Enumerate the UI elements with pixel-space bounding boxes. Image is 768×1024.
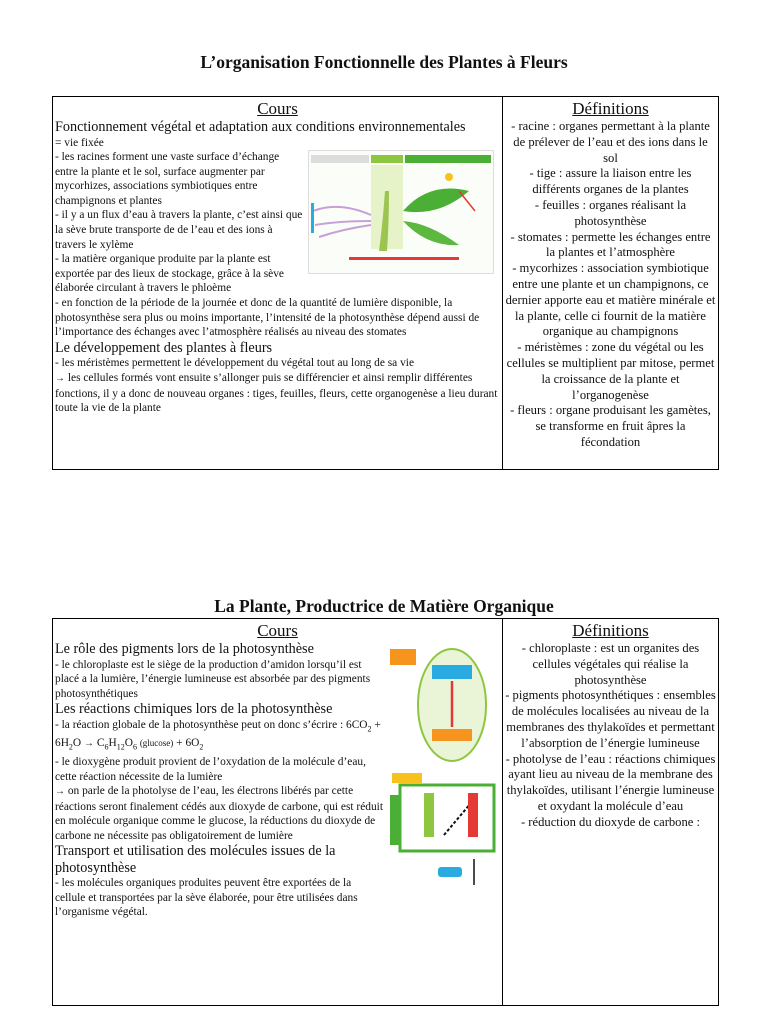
paragraph-text: on parle de la photolyse de l’eau, les électrons libérés par cette réactions seront finalement cédés aux dioxyde de carbone, qui est réduit en molécule organique comme le glucose, la réductions du dioxyde de carbone ne nécessite pas obligatoirement de lumière <box>55 785 383 842</box>
course-table <box>52 618 719 1006</box>
eq-term: H <box>108 737 117 750</box>
paragraph: - les méristèmes permettent le développement du végétal tout au long de sa vie <box>55 357 415 370</box>
cours-header: Cours <box>257 99 298 118</box>
paragraph: - les racines forment une vaste surface d’échange entre la plante et le sol, surface augmenter par mycorhizes, associations symbiotiques entre champignons et plantes <box>55 151 280 207</box>
course-table <box>52 96 719 470</box>
definitions-column <box>503 619 719 1006</box>
eq-term: C <box>96 737 105 750</box>
cours-column <box>53 97 503 470</box>
definition-item: - chloroplaste : est un organites des cellules végétales qui réalise la photosynthèse <box>521 641 700 687</box>
arrow-icon: → <box>84 738 95 750</box>
paragraph: - les molécules organiques produites peuvent être exportées de la cellule et transportées par la sève élaborée, pour être utilisées dans l’organisme végétal. <box>55 877 358 919</box>
page-title: L’organisation Fonctionnelle des Plantes à Fleurs <box>200 52 568 72</box>
section-title: Le rôle des pigments lors de la photosynthèse <box>55 641 314 657</box>
photosynthesis-diagram <box>388 645 496 895</box>
eq-term: (glucose) <box>139 738 174 749</box>
definition-item: - stomates : permette les échanges entre la plantes et l’atmosphère <box>510 229 711 260</box>
paragraph: - il y a un flux d’eau à travers la plante, c’est ainsi que la sève brute transporte de de l’eau et des ions à travers le xylème <box>55 209 303 251</box>
definitions-header: Définitions <box>572 99 649 118</box>
eq-term: 6CO <box>346 718 368 731</box>
paragraph: - la matière organique produite par la plante est exportée par des lieux de stockage, grâce à la sève élaborée circulant à travers le phloème <box>55 253 284 295</box>
definition-item: - réduction du dioxyde de carbone : <box>520 814 701 829</box>
definition-item: - tige : assure la liaison entre les différents organes de la plantes <box>529 166 692 197</box>
eq-term: O <box>72 737 82 750</box>
equation: $6CO_2 + 6H_2O \to C_6H_{12}O_6$ $(glucose) + 6O_2$ <box>55 718 381 752</box>
plant-diagram <box>308 150 494 274</box>
paragraph-text: les cellules formés vont ensuite s’allonger puis se différencier et ainsi remplir différentes fonctions, il y a donc de nouveau organes : tiges, feuilles, fleurs, cette organogenèse a lieu durant toute la vie de la plante <box>55 371 498 415</box>
definition-item: - feuilles : organes réalisant la photosynthèse <box>534 197 687 228</box>
definition-item: - fleurs : organe produisant les gamètes, se transforme en fruit âpres la fécondation <box>510 403 711 449</box>
arrow-icon: → <box>55 372 65 384</box>
paragraph: - le dioxygène produit provient de l’oxydation de la molécule d’eau, cette réaction nécessite de la lumière <box>55 756 366 783</box>
paragraph <box>55 371 500 416</box>
cours-column <box>53 619 503 1006</box>
definition-item: - pigments photosynthétiques : ensembles de molécules localisées au niveau de la membranes des thylakoïdes et permettant l’absorption de l’énergie lumineuse <box>505 688 716 750</box>
arrow-icon: → <box>55 786 65 798</box>
section-title: Le développement des plantes à fleurs <box>55 339 273 356</box>
definition-item: - racine : organes permettant à la plante de prélever de l’eau et des ions dans le sol <box>511 119 710 165</box>
paragraph: = vie fixée <box>55 136 104 149</box>
cours-header: Cours <box>257 621 298 640</box>
section-title: Fonctionnement végétal et adaptation aux conditions environnementales <box>55 119 466 135</box>
eq-term: + 6O <box>176 737 200 750</box>
eq-term: + 6H <box>55 718 381 750</box>
definitions-header: Définitions <box>572 621 649 640</box>
paragraph: - le chloroplaste est le siège de la production d’amidon lorsqu’il est placé a la lumière, l’énergie lumineuse est absorbée par des pigments photosynthétiques <box>55 658 371 700</box>
eq-term: O <box>124 737 133 750</box>
paragraph: - en fonction de la période de la journée et donc de la quantité de lumière disponible, la photosynthèse sera plus ou moins importante, l’intensité de la photosynthèse dépend aussi de l’importance des échanges avec l’atmosphère réalisés au niveau des stomates <box>55 297 480 339</box>
definition-item: - méristèmes : zone du végétal ou les cellules se multiplient par mitose, permet la croissance de la plante et l’organogenèse <box>506 340 715 402</box>
page-title: La Plante, Productrice de Matière Organique <box>214 596 554 616</box>
definition-item: - mycorhizes : association symbiotique entre une plante et un champignons, ce dernier apporte eau et matière minérale et la plante, celle ci fournit de la matière organique au champignons <box>505 261 716 339</box>
section-title: Transport et utilisation des molécules issues de la photosynthèse <box>55 843 336 876</box>
definition-item: - photolyse de l’eau : réactions chimiques ayant lieu au niveau de la membrane des thylakoïdes, utilisant l’énergie lumineuse et oxydant la molécule d’eau <box>505 751 716 813</box>
section-title: Les réactions chimiques lors de la photosynthèse <box>55 701 333 717</box>
paragraph-text: - la réaction globale de la photosynthèse peut on donc s’écrire : <box>55 718 344 731</box>
definitions-column <box>503 97 719 470</box>
